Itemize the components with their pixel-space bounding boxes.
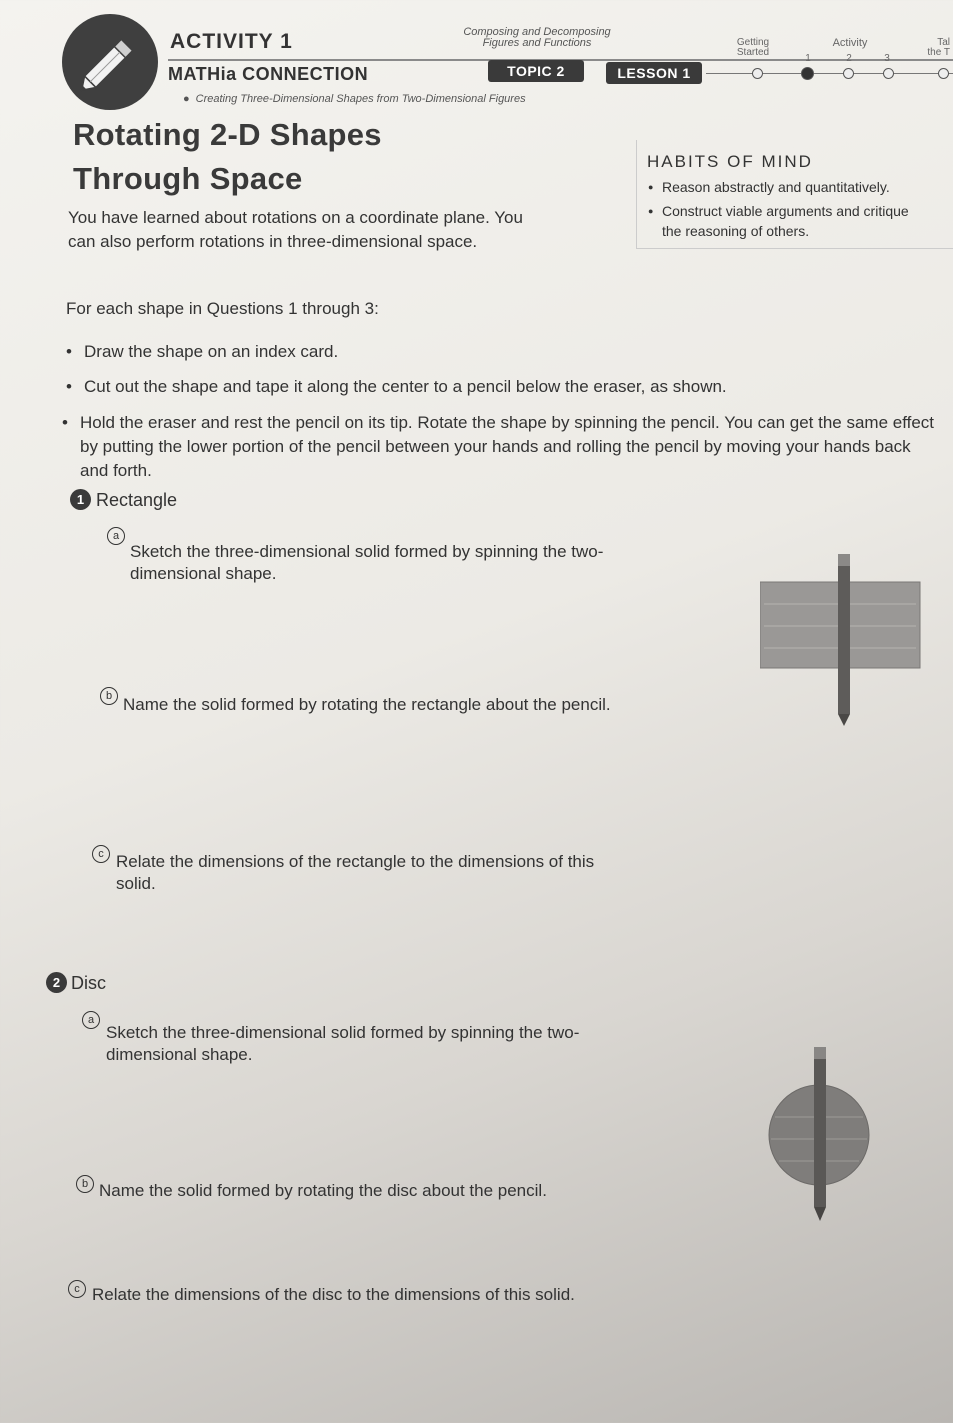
page-title-line-2: Through Space <box>73 161 303 196</box>
topic-name: Composing and Decomposing Figures and Functions <box>463 26 611 49</box>
mathia-connection-item: ● Creating Three-Dimensional Shapes from Two-Dimensional Figures <box>183 93 526 105</box>
progress-step-2: 2 <box>846 53 852 64</box>
pencil-icon <box>62 14 158 110</box>
pencil-badge-icon <box>62 14 158 110</box>
mathia-connection-label: MATHia CONNECTION <box>168 64 369 84</box>
activity-label: ACTIVITY 1 <box>170 30 293 53</box>
progress-dot-current <box>801 67 814 80</box>
question-part-text: Sketch the three-dimensional solid formed by spinning the two-dimensional shape. <box>130 542 604 583</box>
progress-dot-getting-started <box>752 68 763 79</box>
part-letter: b <box>76 1175 94 1193</box>
page-title <box>73 113 382 201</box>
question-number: 2 <box>46 972 67 993</box>
rectangle-on-pencil-illustration <box>760 552 925 727</box>
disc-on-pencil-illustration <box>765 1045 875 1225</box>
progress-getting-started: Getting Started <box>736 37 770 58</box>
part-letter: b <box>100 687 118 705</box>
habits-title: HABITS OF MIND <box>647 152 813 171</box>
progress-dot-end <box>938 68 949 79</box>
habit-item: ● Reason abstractly and quantitatively. <box>662 177 947 197</box>
part-letter: a <box>82 1011 100 1029</box>
question-number: 1 <box>70 489 91 510</box>
progress-dot-3 <box>883 68 894 79</box>
instruction-bullet: • Hold the eraser and rest the pencil on its tip. Rotate the shape by spinning the pencil. You can get the same effect by putting the lower portion of the pencil between your hands and rolling the pencil by moving your hands back and forth. <box>80 411 935 483</box>
question-title: Rectangle <box>96 490 178 510</box>
progress-dot-2 <box>843 68 854 79</box>
progress-step-1: 1 <box>805 53 811 64</box>
question-part-text: Relate the dimensions of the rectangle to the dimensions of this solid. <box>116 852 595 893</box>
progress-activity-label: Activity <box>832 37 868 49</box>
instruction-bullet: • Cut out the shape and tape it along the center to a pencil below the eraser, as shown. <box>84 375 924 399</box>
question-part-text: Sketch the three-dimensional solid formed by spinning the two-dimensional shape. <box>106 1023 580 1064</box>
progress-step-3: 3 <box>884 53 890 64</box>
question-part-text: Name the solid formed by rotating the disc about the pencil. <box>99 1181 547 1200</box>
part-letter: c <box>92 845 110 863</box>
habit-item: ● Construct viable arguments and critique the reasoning of others. <box>662 201 922 241</box>
question-part-text: Relate the dimensions of the disc to the dimensions of this solid. <box>92 1285 575 1304</box>
progress-talk-label: Tal the T <box>927 37 950 58</box>
question-title: Disc <box>71 973 106 993</box>
instructions-lead: For each shape in Questions 1 through 3: <box>66 299 379 318</box>
part-letter: c <box>68 1280 86 1298</box>
instruction-bullet: • Draw the shape on an index card. <box>84 340 924 364</box>
page-title-line-1: Rotating 2-D Shapes <box>73 117 382 152</box>
progress-track <box>706 73 953 74</box>
lesson-badge: LESSON 1 <box>606 62 702 84</box>
topic-badge: TOPIC 2 <box>488 60 584 82</box>
intro-paragraph: You have learned about rotations on a coordinate plane. You can also perform rotations in three-dimensional space. <box>68 208 523 251</box>
question-part-text: Name the solid formed by rotating the rectangle about the pencil. <box>123 695 611 714</box>
part-letter: a <box>107 527 125 545</box>
